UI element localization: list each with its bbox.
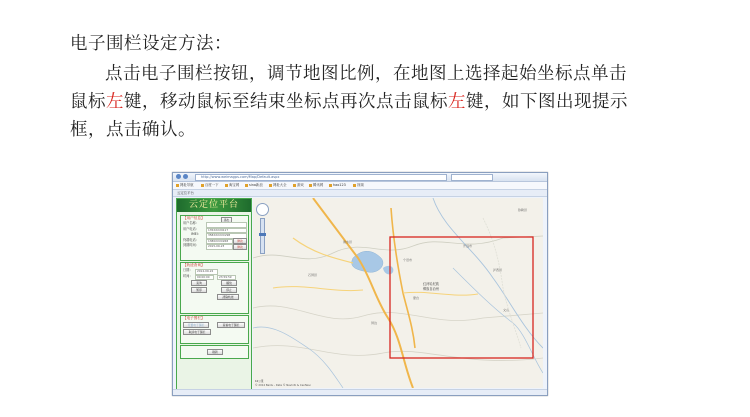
map-river	[433, 198, 543, 348]
panel-heading: 【轨迹查询】	[183, 263, 205, 267]
zoom-slider[interactable]	[260, 218, 265, 254]
time-row: 时间： 00:00:00 23:59:59	[181, 274, 248, 280]
info-row: 终端电话： 1380XXXX268 修改	[181, 238, 248, 244]
browser-status-bar	[173, 389, 547, 396]
map-label: 石屏县	[308, 273, 318, 277]
browser-search-input[interactable]	[451, 174, 493, 181]
track-query-panel	[180, 262, 249, 314]
modify-button[interactable]: 修改	[233, 238, 247, 244]
map-road-highway	[313, 198, 413, 388]
info-row: 用户名称：	[181, 221, 248, 227]
field-value: 358XXXXXX298	[206, 233, 247, 239]
favorite-item[interactable]: 网址导航	[176, 183, 194, 188]
panel-heading: 【用户信息】	[183, 216, 205, 220]
fence-panel	[180, 315, 249, 344]
map-river	[253, 327, 343, 388]
button-row	[181, 286, 248, 293]
map-zoom-control	[256, 203, 268, 254]
play-button[interactable]: 播放	[221, 280, 237, 286]
info-row: 用户电话： 135XXXX9117	[181, 227, 248, 233]
field-value: 1380XXXX268	[206, 239, 233, 245]
map-contour	[253, 236, 543, 259]
time-to-input[interactable]: 23:59:59	[217, 275, 236, 281]
instruction-line-1: 点击电子围栏按钮，调节地图比例，在地图上选择起始坐标点单击	[105, 64, 627, 84]
favorite-item[interactable]: 淘宝网	[225, 183, 239, 188]
favorites-bar	[173, 182, 547, 190]
text-fragment: 鼠标	[70, 92, 106, 112]
instruction-line-2	[70, 88, 690, 116]
button-row	[181, 328, 248, 335]
url-text: http://www.weimagps.com/Map/Default.aspx	[201, 175, 280, 179]
map-road	[403, 292, 478, 295]
pause-button[interactable]: 暂停	[191, 287, 207, 293]
map-label: 蒙自	[413, 296, 420, 300]
favorite-item[interactable]: hao123	[329, 183, 346, 188]
date-row: 日期： 2014-09-22	[181, 268, 248, 274]
button-row	[181, 321, 248, 328]
map-label: 文山	[503, 308, 510, 312]
map-label: 弥勒县	[518, 208, 528, 212]
map-road	[273, 287, 363, 291]
platform-logo: 云定位平台	[177, 199, 251, 212]
date-input[interactable]: 2014-09-22	[195, 269, 218, 275]
favorite-item[interactable]: 网址大全	[269, 183, 287, 188]
logout-button[interactable]: 退出	[221, 217, 232, 223]
query-button[interactable]: 查询	[191, 280, 207, 286]
favorite-item[interactable]: 视频	[353, 183, 364, 188]
control-sidebar	[176, 198, 252, 390]
embedded-screenshot	[172, 172, 548, 396]
favorite-item[interactable]: sina新浪	[245, 183, 263, 188]
map-contour	[253, 306, 543, 321]
fence-rectangle[interactable]	[390, 237, 533, 358]
stop-button[interactable]: 停止	[221, 287, 237, 293]
panel-heading: 【电子围栏】	[183, 316, 205, 320]
refresh-panel	[180, 345, 249, 359]
button-row	[181, 293, 248, 300]
favorite-item[interactable]: 腾讯网	[309, 183, 323, 188]
map-view[interactable]	[253, 198, 543, 388]
map-scale: 10公里	[255, 380, 264, 383]
section-title: 电子围栏设定方法：	[70, 34, 232, 54]
field-value: 2015-09-23	[206, 244, 233, 250]
map-lake	[383, 266, 393, 274]
user-info-panel	[180, 215, 249, 261]
map-road-highway	[391, 208, 415, 348]
favorite-item[interactable]: 百度一下	[201, 183, 219, 188]
clear-track-button[interactable]: 清除轨迹	[217, 294, 239, 300]
button-row	[181, 279, 248, 286]
map-label: 屏边	[371, 321, 378, 325]
modify-button[interactable]: 修改	[233, 244, 247, 250]
view-fence-button[interactable]: 查看电子围栏	[217, 322, 245, 328]
left-key-highlight: 左	[106, 92, 124, 112]
field-value: 135XXXX9117	[206, 228, 247, 234]
back-icon[interactable]	[176, 174, 181, 179]
forward-icon[interactable]	[183, 174, 188, 179]
left-key-highlight: 左	[448, 92, 466, 112]
map-label: 个旧市	[403, 258, 413, 262]
info-row: IMEI： 358XXXXXX298	[181, 232, 248, 238]
favorite-item[interactable]: 游戏	[293, 183, 304, 188]
instruction-line-3: 框，点击确认。	[70, 120, 196, 140]
map-label: 彝族自治州	[423, 287, 439, 291]
map-label: 红河哈尼族	[423, 282, 439, 286]
text-fragment: 键，如下图出现提示	[466, 92, 628, 112]
set-fence-button[interactable]: 设置电子围栏	[183, 322, 209, 328]
map-label: 泸西县	[493, 268, 503, 272]
browser-tab-bar	[173, 190, 547, 197]
browser-address-bar	[173, 173, 547, 182]
text-fragment: 键，移动鼠标至结束坐标点再次点击鼠标	[124, 92, 448, 112]
map-pan-icon[interactable]	[256, 203, 269, 216]
info-row: 到期时间： 2015-09-23 修改	[181, 243, 248, 249]
map-canvas	[253, 198, 543, 388]
browser-tab[interactable]: 云定位平台	[177, 191, 194, 195]
map-label: 开远市	[463, 244, 473, 248]
zoom-slider-knob[interactable]	[259, 233, 266, 236]
map-label: 建水县	[343, 240, 353, 244]
instruction-paragraph	[70, 60, 690, 144]
refresh-button[interactable]: 刷新	[207, 349, 223, 355]
cancel-fence-button[interactable]: 取消电子围栏	[183, 329, 211, 335]
time-from-input[interactable]: 00:00:00	[195, 275, 214, 281]
map-copyright: © 2014 Baidu - Data © NavInfo & CenNavi	[255, 384, 311, 387]
